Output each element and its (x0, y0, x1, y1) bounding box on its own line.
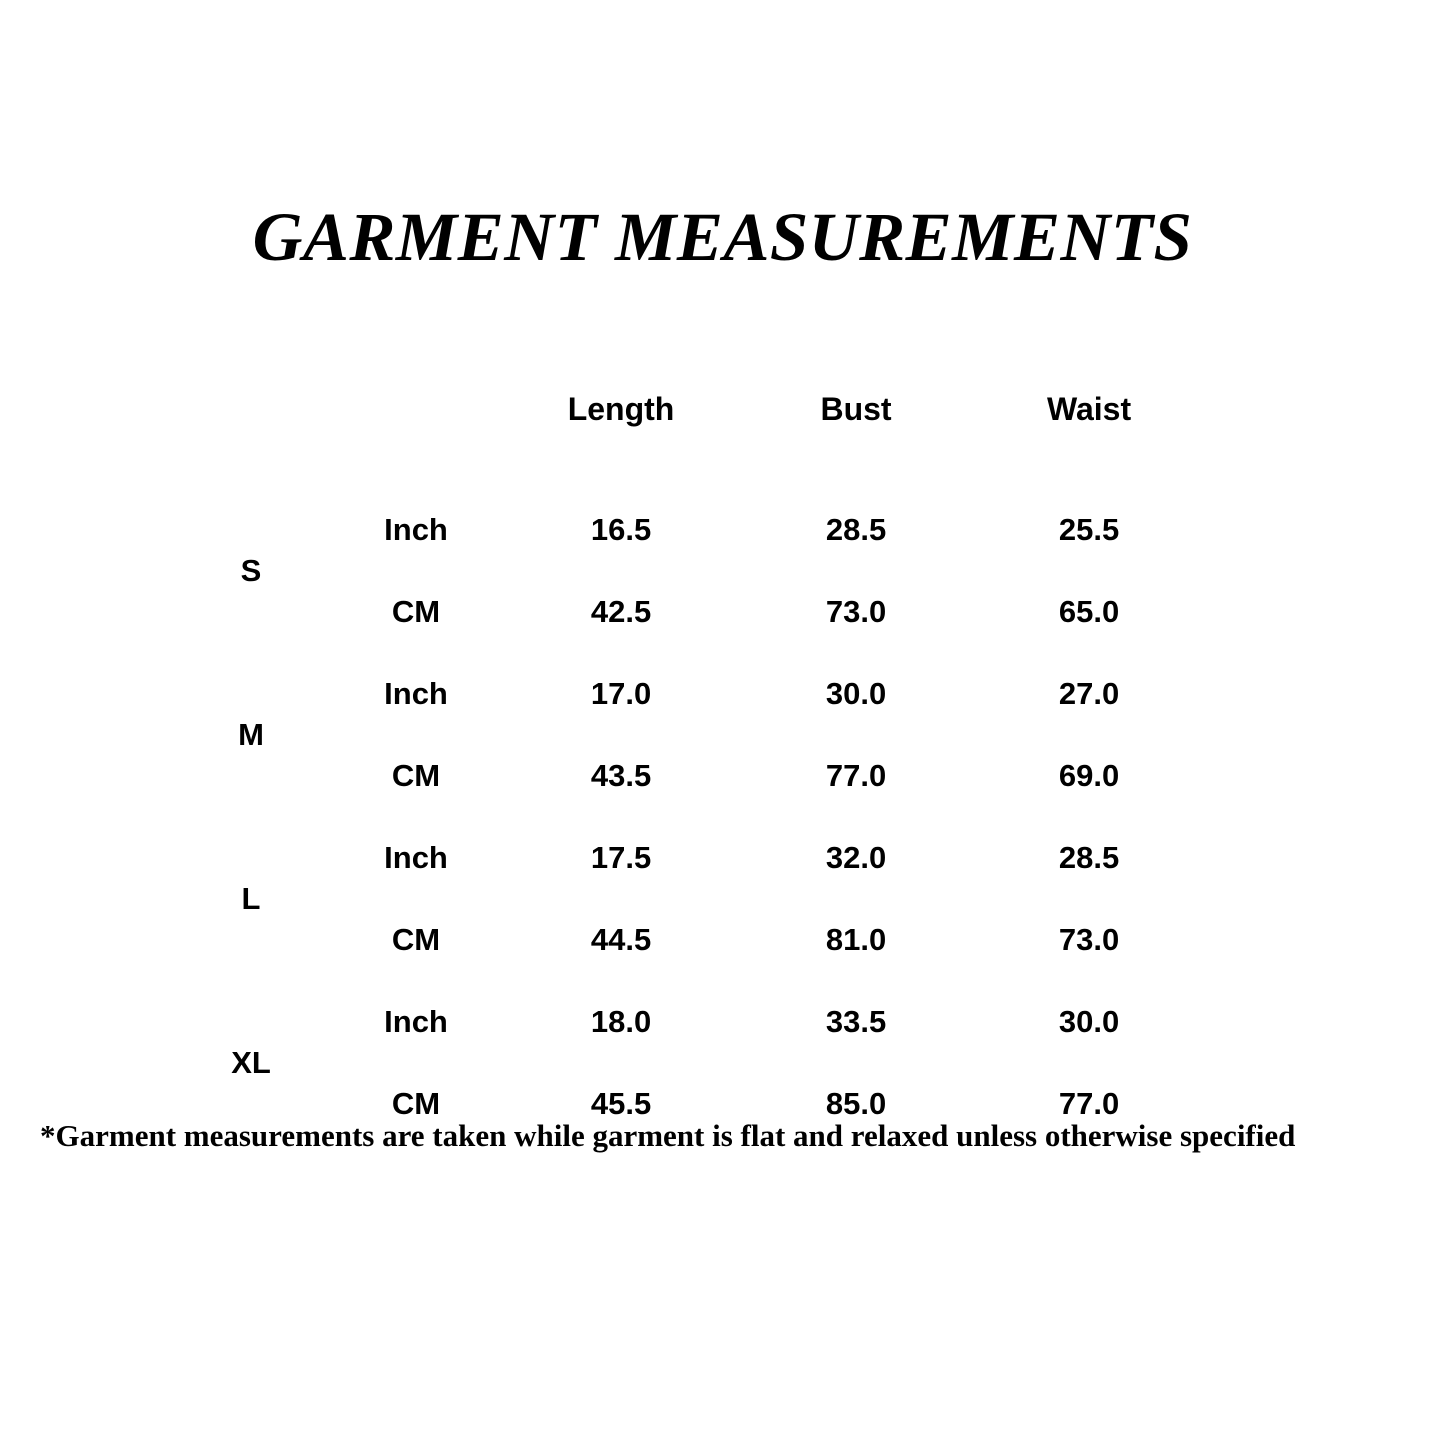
size-label-l: L (177, 817, 325, 981)
cell-waist: 77.0 (977, 1063, 1201, 1145)
cell-length: 45.5 (507, 1063, 735, 1145)
table-row (177, 981, 1201, 1063)
cell-length: 44.5 (507, 899, 735, 981)
unit-header-cell (177, 330, 507, 489)
column-header-waist: Waist (977, 330, 1201, 489)
table-row (177, 571, 1201, 653)
cell-length: 18.0 (507, 981, 735, 1063)
garment-measurements-table (175, 328, 1203, 1147)
page-title: GARMENT MEASUREMENTS (252, 199, 1193, 275)
unit-denominator-label: CM (360, 413, 409, 448)
size-label-xl: XL (177, 981, 325, 1145)
cell-bust: 28.5 (735, 489, 977, 571)
table-row (177, 817, 1201, 899)
cell-waist: 30.0 (977, 981, 1201, 1063)
unit-label-inch: Inch (325, 653, 507, 735)
cell-waist: 28.5 (977, 817, 1201, 899)
unit-header-label: Unit: (261, 391, 333, 427)
cell-length: 17.5 (507, 817, 735, 899)
unit-label-cm: CM (325, 899, 507, 981)
cell-bust: 85.0 (735, 1063, 977, 1145)
cell-length: 42.5 (507, 571, 735, 653)
table-header-row (177, 330, 1201, 489)
cell-bust: 81.0 (735, 899, 977, 981)
unit-fraction (346, 372, 422, 448)
cell-waist: 73.0 (977, 899, 1201, 981)
table-row (177, 653, 1201, 735)
unit-label-inch: Inch (325, 489, 507, 571)
cell-waist: 69.0 (977, 735, 1201, 817)
unit-label-inch: Inch (325, 817, 507, 899)
unit-label-cm: CM (325, 571, 507, 653)
cell-bust: 30.0 (735, 653, 977, 735)
column-header-length: Length (507, 330, 735, 489)
unit-label-cm: CM (325, 1063, 507, 1145)
cell-waist: 25.5 (977, 489, 1201, 571)
cell-bust: 32.0 (735, 817, 977, 899)
unit-label-cm: CM (325, 735, 507, 817)
cell-waist: 65.0 (977, 571, 1201, 653)
footnote-text: *Garment measurements are taken while garment is flat and relaxed unless otherwise specified (40, 1118, 1296, 1153)
cell-bust: 33.5 (735, 981, 977, 1063)
size-label-s: S (177, 489, 325, 653)
unit-numerator-label: Inch (352, 370, 417, 406)
size-label-m: M (177, 653, 325, 817)
cell-waist: 27.0 (977, 653, 1201, 735)
table-row (177, 735, 1201, 817)
table-row (177, 489, 1201, 571)
unit-label-inch: Inch (325, 981, 507, 1063)
cell-length: 43.5 (507, 735, 735, 817)
table-row (177, 899, 1201, 981)
cell-bust: 73.0 (735, 571, 977, 653)
cell-bust: 77.0 (735, 735, 977, 817)
cell-length: 17.0 (507, 653, 735, 735)
column-header-bust: Bust (735, 330, 977, 489)
cell-length: 16.5 (507, 489, 735, 571)
